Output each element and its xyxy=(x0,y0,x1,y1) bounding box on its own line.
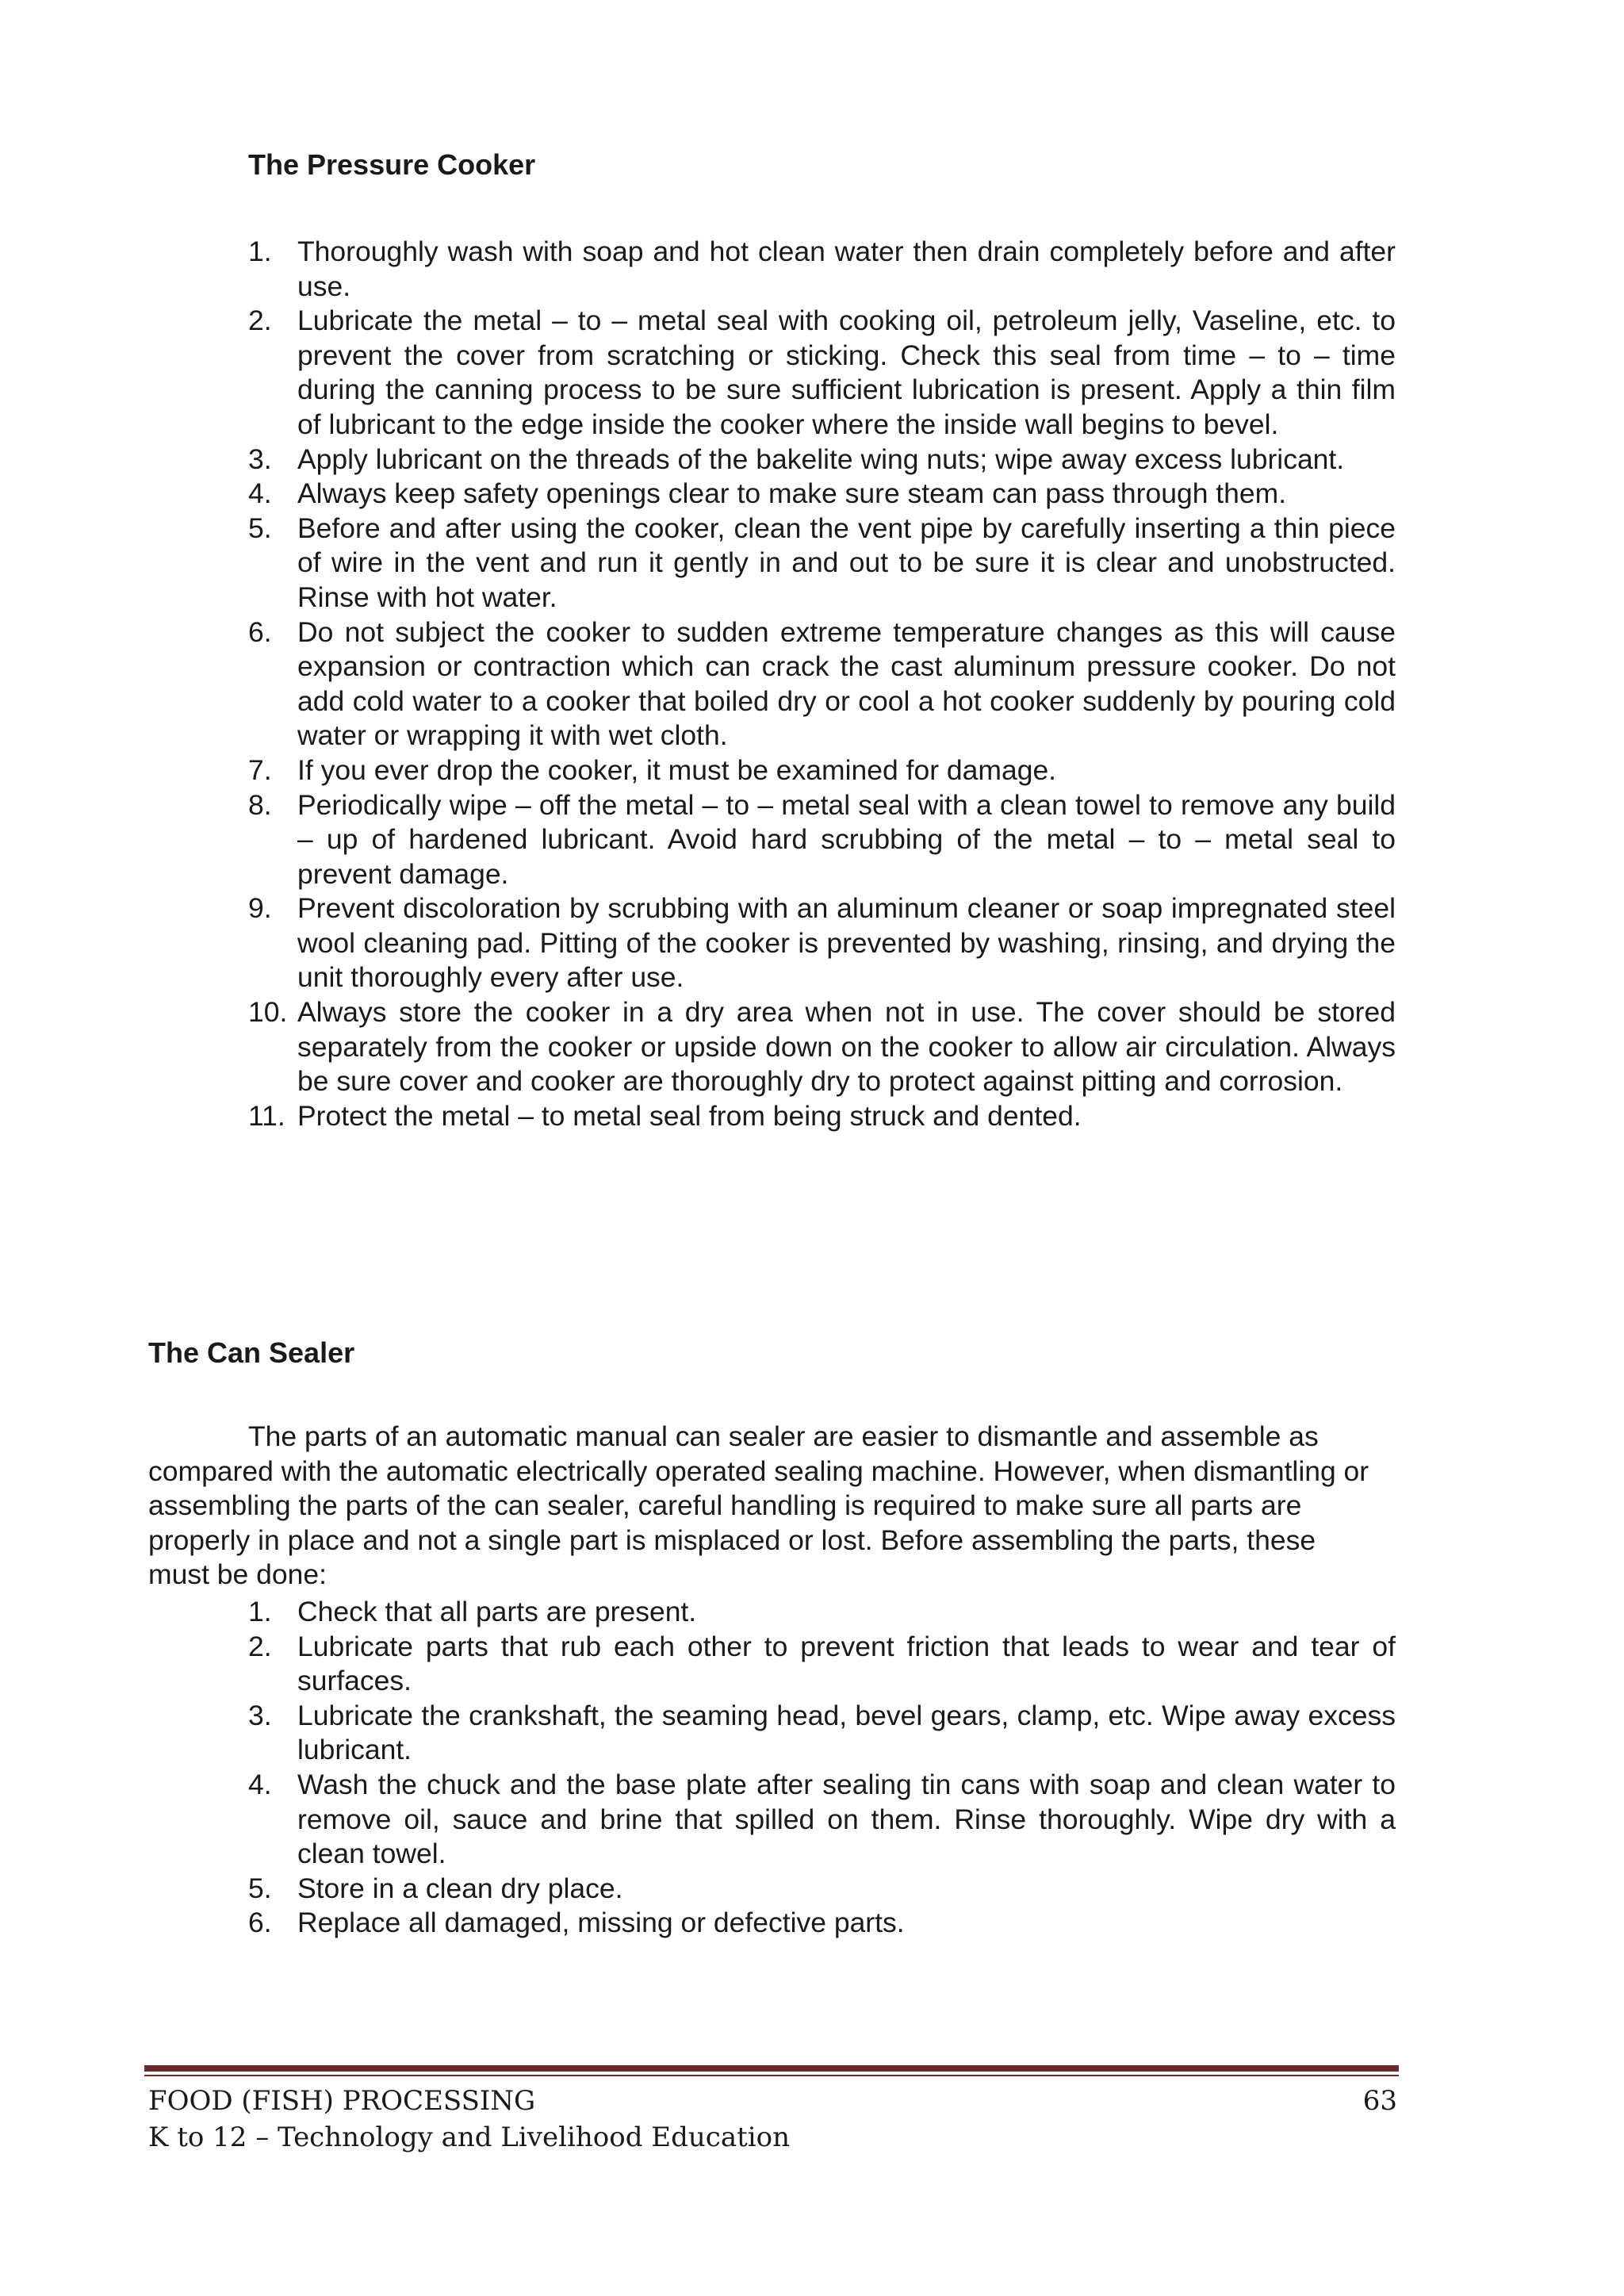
footer-program: K to 12 – Technology and Livelihood Education xyxy=(148,2122,790,2153)
list-item xyxy=(248,1595,1396,1630)
list-item xyxy=(248,788,1396,892)
list-item-text: Protect the metal – to metal seal from being struck and dented. xyxy=(297,1099,1082,1132)
list-item-text: Wash the chuck and the base plate after sealing tin cans with soap and clean water to remove oil, sauce and brine that spilled on them. Rinse thoroughly. Wipe dry with a clean towel. xyxy=(297,1768,1396,1870)
list-item-text: Do not subject the cooker to sudden extreme temperature changes as this will cause expansion or contraction which can crack the cast aluminum pressure cooker. Do not add cold water to a cooker that boiled dry or cool a hot cooker suddenly by pouring cold water or wrapping it with wet cloth. xyxy=(297,615,1396,752)
list-item xyxy=(248,891,1396,995)
list-item-number: 6. xyxy=(248,615,272,648)
list-item-number: 8. xyxy=(248,788,272,821)
list-item-number: 5. xyxy=(248,512,272,544)
can-sealer-steps xyxy=(248,1595,1396,1941)
list-item-text: Always keep safety openings clear to make sure steam can pass through them. xyxy=(297,477,1287,510)
footer-rule xyxy=(144,2065,1399,2072)
list-item xyxy=(248,753,1396,788)
list-item xyxy=(248,304,1396,442)
list-item-text: Lubricate parts that rub each other to prevent friction that leads to wear and tear of surfaces. xyxy=(297,1630,1396,1697)
list-item-text: Prevent discoloration by scrubbing with an aluminum cleaner or soap impregnated steel wool cleaning pad. Pitting of the cooker is prevented by washing, rinsing, and drying the unit thoroughly every after use. xyxy=(297,892,1396,994)
list-item-number: 6. xyxy=(248,1907,272,1939)
list-item-text: Periodically wipe – off the metal – to – metal seal with a clean towel to remove any build – up of hardened lubricant. Avoid hard scrubbing of the metal – to – metal seal to prevent damage. xyxy=(297,788,1396,890)
list-item-number: 7. xyxy=(248,753,272,786)
list-item xyxy=(248,443,1396,477)
list-item xyxy=(248,477,1396,512)
list-item-number: 3. xyxy=(248,443,272,475)
list-item-text: If you ever drop the cooker, it must be examined for damage. xyxy=(297,753,1057,786)
list-item-number: 10. xyxy=(248,996,288,1029)
list-item-text: Before and after using the cooker, clean the vent pipe by carefully inserting a thin piece of wire in the vent and run it gently in and out to be sure it is clear and unobstructed. Rinse with hot water. xyxy=(297,512,1396,613)
list-item-number: 3. xyxy=(248,1699,272,1731)
list-item-number: 4. xyxy=(248,1768,272,1800)
list-item-number: 1. xyxy=(248,1596,272,1627)
list-item xyxy=(248,615,1396,753)
list-item xyxy=(248,235,1396,304)
list-item-text: Thoroughly wash with soap and hot clean water then drain completely before and after use. xyxy=(297,236,1396,302)
pressure-cooker-steps xyxy=(248,235,1396,1133)
list-item-text: Always store the cooker in a dry area when not in use. The cover should be stored separately from the cooker or upside down on the cooker to allow air circulation. Always be sure cover and cooker are thoroughly dry to protect against pitting and corrosion. xyxy=(297,996,1396,1098)
list-item xyxy=(248,1630,1396,1699)
list-item xyxy=(248,1906,1396,1941)
list-item-text: Apply lubricant on the threads of the bakelite wing nuts; wipe away excess lubricant. xyxy=(297,443,1345,475)
list-item-number: 9. xyxy=(248,892,272,925)
section-title-pressure-cooker: The Pressure Cooker xyxy=(248,148,536,181)
list-item-number: 1. xyxy=(248,236,272,267)
list-item xyxy=(248,995,1396,1099)
list-item-text: Lubricate the crankshaft, the seaming head, bevel gears, clamp, etc. Wipe away excess lubricant. xyxy=(297,1699,1396,1766)
list-item xyxy=(248,512,1396,615)
list-item xyxy=(248,1872,1396,1907)
can-sealer-intro-paragraph: The parts of an automatic manual can sealer are easier to dismantle and assemble as compared with the automatic electrically operated sealing machine. However, when dismantling or assembling the parts of the can sealer, careful handling is required to make sure all parts are properly in place and not a single part is misplaced or lost. Before assembling the parts, these must be done: xyxy=(148,1420,1369,1591)
list-item-text: Replace all damaged, missing or defective parts. xyxy=(297,1907,905,1939)
list-item-number: 4. xyxy=(248,477,272,510)
list-item-number: 11. xyxy=(248,1099,285,1132)
footer-row xyxy=(148,2083,1397,2119)
list-item-text: Lubricate the metal – to – metal seal with cooking oil, petroleum jelly, Vaseline, etc. to prevent the cover from scratching or sticking. Check this seal from time – to – time during the canning process to be sure sufficient lubrication is present. Apply a thin film of lubricant to the edge inside the cooker where the inside wall begins to bevel. xyxy=(297,305,1396,440)
section-title-can-sealer: The Can Sealer xyxy=(148,1336,355,1369)
list-item-number: 2. xyxy=(248,305,272,337)
list-item xyxy=(248,1699,1396,1768)
footer-subject: FOOD (FISH) PROCESSING xyxy=(148,2085,536,2117)
page-number: 63 xyxy=(1362,2085,1397,2117)
list-item-text: Store in a clean dry place. xyxy=(297,1872,623,1904)
list-item xyxy=(248,1768,1396,1872)
footer-rule-thin xyxy=(144,2075,1399,2076)
list-item xyxy=(248,1099,1396,1134)
page-footer xyxy=(148,2083,1397,2156)
list-item-number: 5. xyxy=(248,1872,272,1904)
list-item-number: 2. xyxy=(248,1630,272,1662)
list-item-text: Check that all parts are present. xyxy=(297,1596,697,1627)
